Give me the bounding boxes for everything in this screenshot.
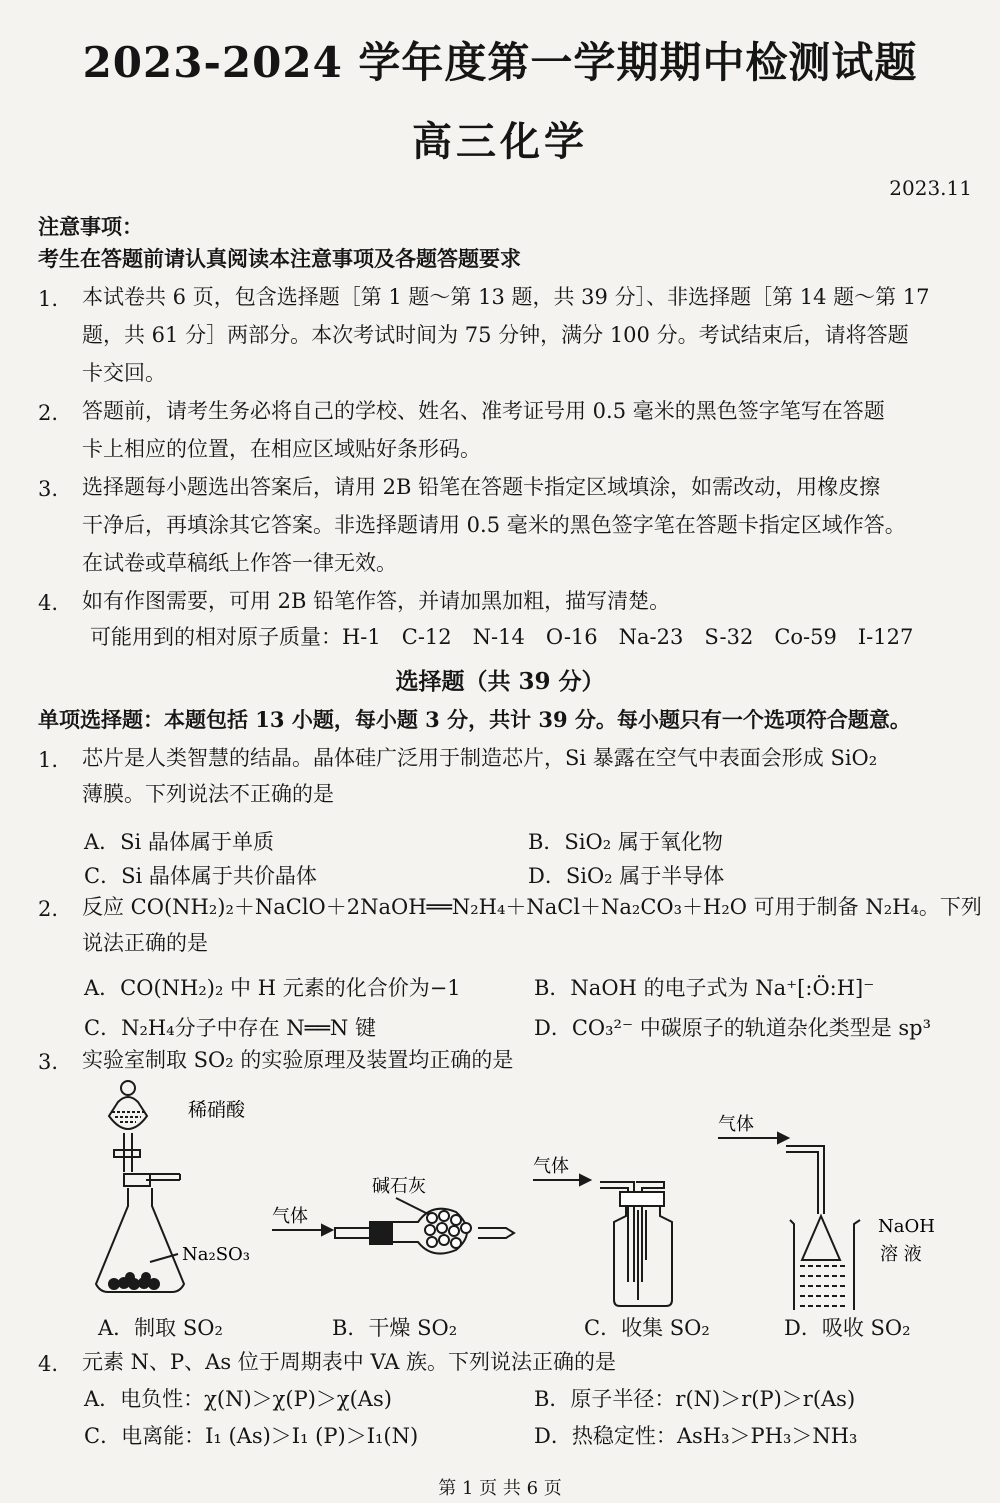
notice-item-number: 2. [38,401,59,425]
question-number: 2. [38,897,59,921]
option-a: A．Si 晶体属于单质 [84,830,274,854]
option-d: D．吸收 SO₂ [784,1316,911,1340]
option-b: B．干燥 SO₂ [332,1316,458,1340]
option-a: A．制取 SO₂ [98,1316,223,1340]
apparatus-figure [0,1070,1000,1310]
option-a: A．电负性：χ(N)＞χ(P)＞χ(As) [84,1387,392,1411]
option-c: C．Si 晶体属于共价晶体 [84,864,317,888]
label-naoh: NaOH [878,1216,935,1237]
exam-date: 2023.11 [889,176,972,200]
exam-title: 2023-2024 学年度第一学期期中检测试题 [82,38,918,87]
option-d: D．SiO₂ 属于半导体 [528,864,725,888]
question-stem: 芯片是人类智慧的结晶。晶体硅广泛用于制造芯片，Si 暴露在空气中表面会形成 SiO₂ [82,746,878,770]
gas-collection-bottle [533,1175,672,1306]
notice-item-number: 1. [38,287,59,311]
notice-item-line: 题，共 61 分］两部分。本次考试时间为 75 分钟，满分 100 分。考试结束后，请将答题 [82,323,909,347]
notice-item-line: 卡上相应的位置，在相应区域贴好条形码。 [82,437,481,461]
notice-item-line: 卡交回。 [82,361,166,385]
label-dilute-nitric-acid: 稀硝酸 [188,1099,246,1121]
exam-subject: 高三化学 [412,118,588,165]
absorption-beaker [718,1133,860,1310]
option-b: B．原子半径：r(N)＞r(P)＞r(As) [534,1387,856,1411]
question-number: 4. [38,1352,59,1376]
atomic-masses: 可能用到的相对原子质量：H-1 C-12 N-14 O-16 Na-23 S-32 Co-59 I-127 [90,625,914,649]
question-stem: 说法正确的是 [82,931,208,955]
notice-item-line: 本试卷共 6 页，包含选择题［第 1 题～第 13 题，共 39 分］、非选择题［第 14 题～第 17 [82,285,930,309]
option-b: B．NaOH 的电子式为 Na⁺[:Ö:H]⁻ [534,976,875,1000]
option-d: D．热稳定性：AsH₃＞PH₃＞NH₃ [534,1424,858,1448]
notice-intro: 考生在答题前请认真阅读本注意事项及各题答题要求 [38,246,521,271]
page-footer: 第 1 页 共 6 页 [438,1478,562,1499]
drying-tube [272,1198,514,1254]
notice-item-line: 干净后，再填涂其它答案。非选择题请用 0.5 毫米的黑色签字笔在答题卡指定区域作答。 [82,513,906,537]
na2so3-solid [109,1273,159,1289]
label-gas-b: 气体 [272,1206,308,1227]
notice-item-number: 4. [38,591,59,615]
notice-item-line: 选择题每小题选出答案后，请用 2B 铅笔在答题卡指定区域填涂，如需改动，用橡皮擦 [82,475,881,499]
label-soda-lime: 碱石灰 [372,1176,426,1197]
question-stem: 薄膜。下列说法不正确的是 [82,782,334,806]
option-b: B．SiO₂ 属于氧化物 [528,830,723,854]
notice-heading: 注意事项： [38,214,143,239]
option-a: A．CO(NH₂)₂ 中 H 元素的化合价为−1 [84,976,461,1000]
label-gas-d: 气体 [718,1114,754,1135]
section-title: 选择题（共 39 分） [395,668,605,695]
notice-item-line: 如有作图需要，可用 2B 铅笔作答，并请加黑加粗，描写清楚。 [82,589,671,613]
label-na2so3: Na₂SO₃ [182,1244,251,1265]
question-number: 3. [38,1050,59,1074]
question-stem: 反应 CO(NH₂)₂＋NaClO＋2NaOH══N₂H₄＋NaCl＋Na₂CO₃＋H₂O 可用于制备 N₂H₄。下列 [82,895,982,919]
section-instruction: 单项选择题：本题包括 13 小题，每小题 3 分，共计 39 分。每小题只有一个选项符合题意。 [38,707,911,732]
option-c: C．N₂H₄分子中存在 N══N 键 [84,1016,376,1040]
notice-item-line: 答题前，请考生务必将自己的学校、姓名、准考证号用 0.5 毫米的黑色签字笔写在答题 [82,399,885,423]
option-c: C．收集 SO₂ [584,1316,710,1340]
question-stem: 实验室制取 SO₂ 的实验原理及装置均正确的是 [82,1048,514,1072]
label-solution: 溶 液 [880,1244,922,1265]
question-stem: 元素 N、P、As 位于周期表中 VA 族。下列说法正确的是 [82,1350,617,1374]
option-c: C．电离能：I₁ (As)＞I₁ (P)＞I₁(N) [84,1424,419,1448]
question-number: 1. [38,748,59,772]
notice-item-number: 3. [38,477,59,501]
label-gas-c: 气体 [533,1156,569,1177]
notice-item-line: 在试卷或草稿纸上作答一律无效。 [82,551,397,575]
option-d: D．CO₃²⁻ 中碳原子的轨道杂化类型是 sp³ [534,1016,932,1040]
